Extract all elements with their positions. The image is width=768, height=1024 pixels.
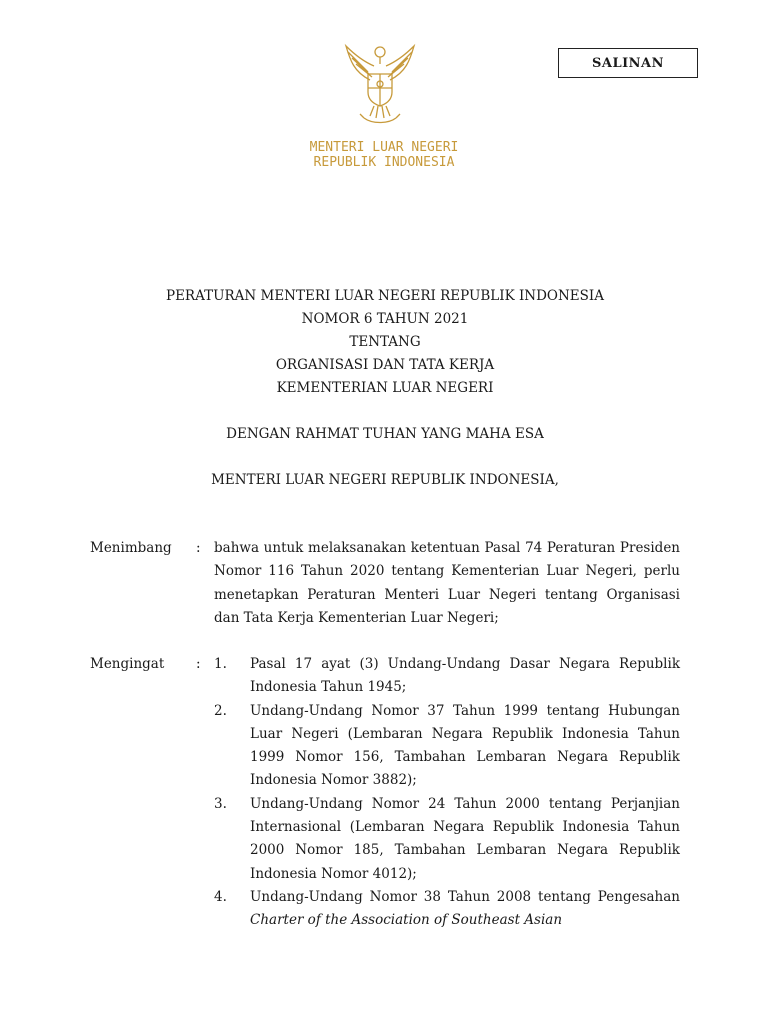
mengingat-item-number: 3.	[214, 795, 227, 812]
mengingat-item-text	[250, 886, 680, 933]
title-line3: TENTANG	[349, 334, 421, 350]
mengingat-item4-text-b: Charter of the Association of Southeast Asian	[250, 912, 563, 929]
mengingat-item-text: Undang-Undang Nomor 24 Tahun 2000 tentang Perjanjian Internasional (Lembaran Negara Republik Indonesia Tahun 2000 Nomor 185, Tambahan Lembaran Negara Republik Indonesia Nomor 4012);	[250, 795, 680, 882]
menimbang-section	[90, 537, 680, 630]
salinan-stamp: SALINAN	[558, 48, 698, 78]
title-line1: PERATURAN MENTERI LUAR NEGERI REPUBLIK INDONESIA	[165, 288, 604, 304]
menimbang-text: bahwa untuk melaksanakan ketentuan Pasal 74 Peraturan Presiden Nomor 116 Tahun 2020 tentang Kementerian Luar Negeri, perlu menetapkan Peraturan Menteri Luar Negeri tentang Organisasi dan Tata Kerja Kementerian Luar Negeri;	[214, 540, 680, 626]
ministry-header-line2: REPUBLIK INDONESIA	[313, 155, 455, 170]
menimbang-label: Menimbang	[90, 540, 172, 556]
mengingat-item	[90, 886, 680, 933]
mengingat-item-text: Pasal 17 ayat (3) Undang-Undang Dasar Negara Republik Indonesia Tahun 1945;	[250, 656, 680, 696]
mengingat-item-number: 4.	[214, 888, 227, 905]
ministry-header	[230, 140, 538, 170]
mengingat-item4-text-a: Undang-Undang Nomor 38 Tahun 2008 tentang Pengesahan	[250, 888, 680, 905]
mengingat-colon: :	[196, 656, 201, 672]
mengingat-item	[90, 793, 680, 886]
menimbang-colon: :	[196, 540, 201, 556]
regulation-title	[90, 285, 680, 492]
mengingat-section	[90, 653, 680, 933]
garuda-emblem-icon	[340, 42, 420, 128]
mengingat-item-number: 1.	[214, 656, 227, 672]
title-line5: KEMENTERIAN LUAR NEGERI	[276, 380, 494, 396]
mengingat-item	[90, 653, 680, 700]
mengingat-item	[90, 700, 680, 793]
ministry-header-line1: MENTERI LUAR NEGERI	[309, 140, 459, 155]
title-line7: MENTERI LUAR NEGERI REPUBLIK INDONESIA,	[211, 472, 559, 488]
title-line2: NOMOR 6 TAHUN 2021	[301, 311, 469, 327]
title-line6: DENGAN RAHMAT TUHAN YANG MAHA ESA	[226, 426, 544, 442]
mengingat-item-text: Undang-Undang Nomor 37 Tahun 1999 tentang Hubungan Luar Negeri (Lembaran Negara Republik Indonesia Tahun 1999 Nomor 156, Tambahan Lembaran Negara Republik Indonesia Nomor 3882);	[250, 702, 680, 789]
mengingat-item-number: 2.	[214, 702, 227, 719]
mengingat-label: Mengingat	[90, 656, 165, 672]
title-line4: ORGANISASI DAN TATA KERJA	[275, 357, 495, 373]
